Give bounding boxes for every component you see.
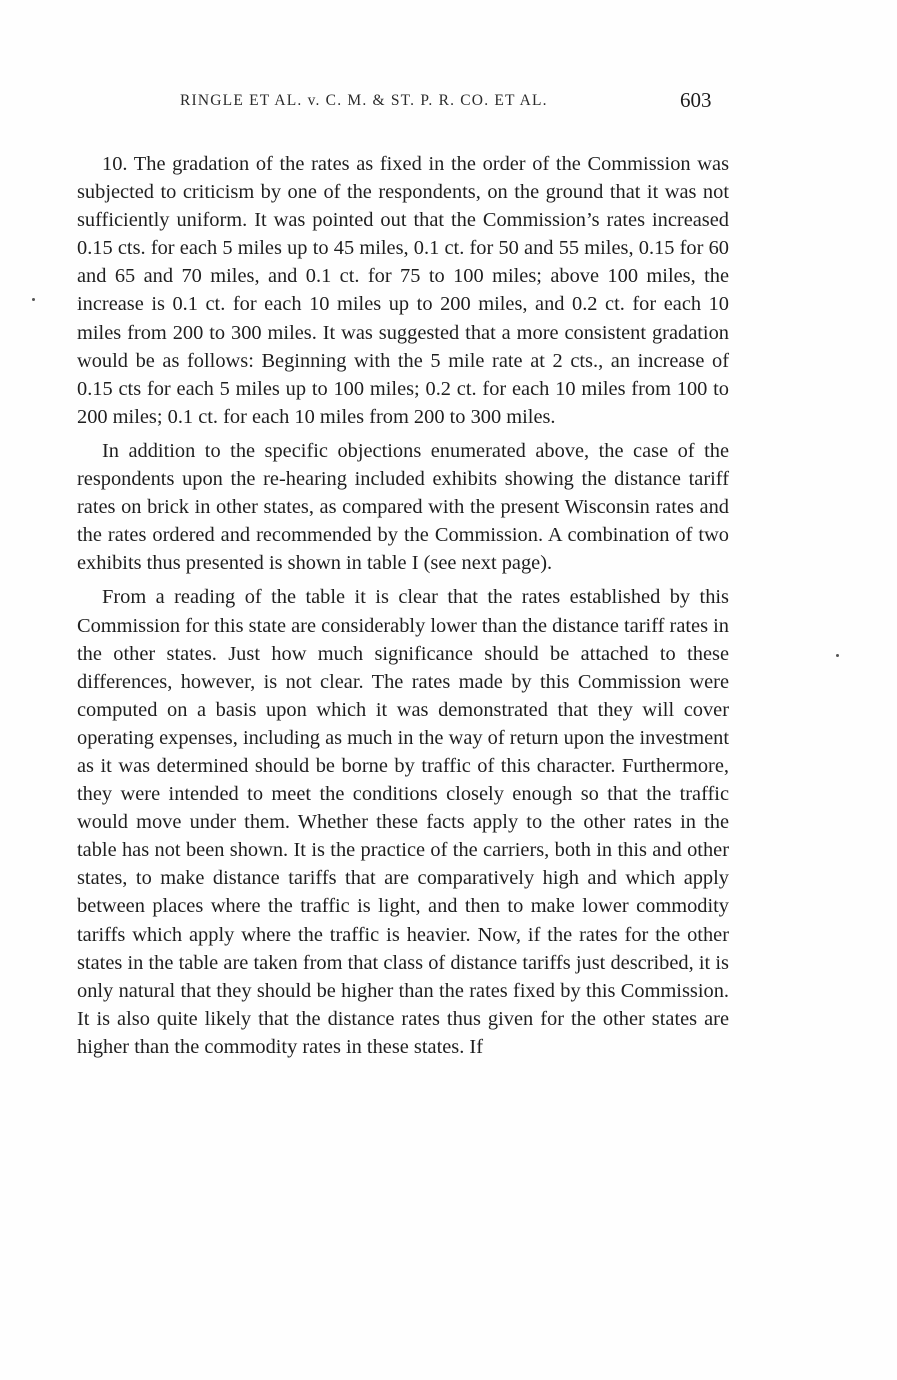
scan-speck [32,298,35,301]
paragraph-rate-gradation: 10. The gradation of the rates as fixed in the order of the Commission was subjected to criticism by one of the respondents, on the ground that it was not sufficiently uniform. It was pointed out that the Commission’s rates increased 0.15 cts. for each 5 miles up to 45 miles, 0.1 ct. for 50 and 55 miles, 0.15 for 60 and 65 and 70 miles, and 0.1 ct. for 75 to 100 miles; above 100 miles, the increase is 0.1 ct. for each 10 miles up to 200 miles, and 0.2 ct. for each 10 miles from 200 to 300 miles. It was suggested that a more consistent gradation would be as follows: Beginning with the 5 mile rate at 2 cts., an increase of 0.15 cts for each 5 miles up to 100 miles; 0.2 ct. for each 10 miles from 100 to 200 miles; 0.1 ct. for each 10 miles from 200 to 300 miles. [77,153,729,428]
running-header: RINGLE ET AL. v. C. M. & ST. P. R. CO. ET AL. [180,92,548,109]
page-number: 603 [680,88,712,112]
body-text [77,150,729,1061]
scan-speck [836,654,839,657]
paragraph-table-reading: From a reading of the table it is clear that the rates established by this Commission for this state are considerably lower than the distance tariff rates in the other states. Just how much significance should be attached to these differences, however, is not clear. The rates made by this Commission were computed on a basis upon which it was demonstrated that they will cover operating expenses, including as much in the way of return upon the investment as it was determined should be borne by traffic of this character. Furthermore, they were intended to meet the conditions closely enough so that the traffic would move under them. Whether these facts apply to the other rates in the table has not been shown. It is the practice of the carriers, both in this and other states, to make distance tariffs that are comparatively high and which apply between places where the traffic is light, and then to make lower commodity tariffs which apply where the traffic is heavier. Now, if the rates for the other states in the table are taken from that class of distance tariffs just described, it is only natural that they should be higher than the rates fixed by this Commission. It is also quite likely that the distance rates thus given for the other states are higher than the commodity rates in these states. If [77,586,729,1058]
paragraph-specific-objections: In addition to the specific objections enumerated above, the case of the respondents upon the re-hearing included exhibits showing the distance tariff rates on brick in other states, as compared with the present Wisconsin rates and the rates ordered and recommended by the Commission. A combination of two exhibits thus presented is shown in table I (see next page). [77,439,729,575]
